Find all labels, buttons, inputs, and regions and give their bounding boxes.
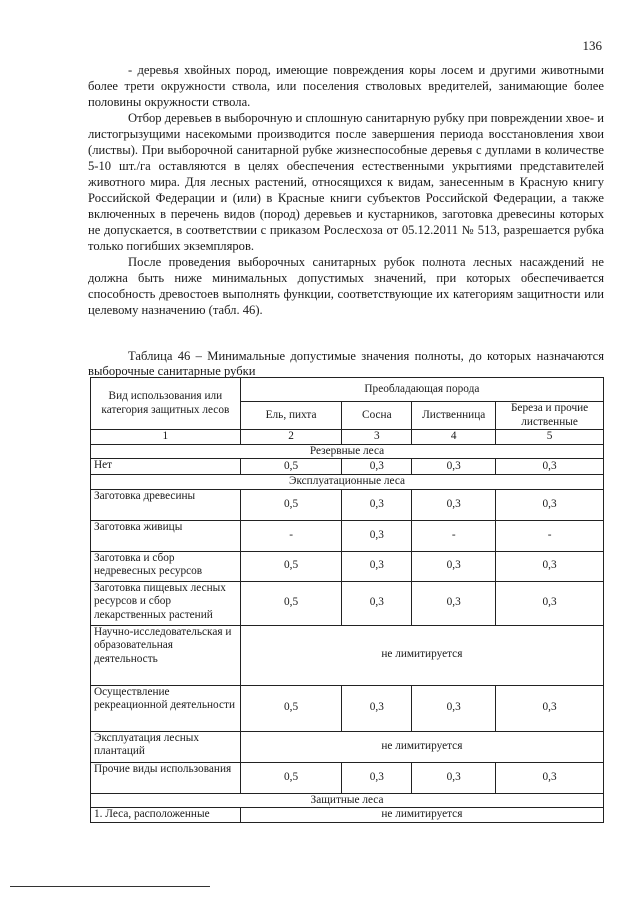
density-table [90,377,604,823]
cell-value: 0,3 [342,459,412,475]
row-name: Заготовка древесины [91,489,241,520]
section-title: Эксплуатационные леса [91,475,604,490]
column-number: 5 [496,430,604,445]
cell-value: 0,3 [342,520,412,551]
cell-value: 0,3 [496,581,604,625]
cell-value: 0,3 [342,489,412,520]
section-title: Защитные леса [91,793,604,808]
row-name: Нет [91,459,241,475]
row-name: Научно-исследовательская и образовательная деятельность [91,625,241,685]
row-name: Заготовка пищевых лесных ресурсов и сбор лекарственных растений [91,581,241,625]
section-row [91,444,604,459]
paragraph: Отбор деревьев в выборочную и сплошную санитарную рубку при повреждении хвое- и листогрызущими насекомыми производится после завершения периода восстановления хвои (листвы). При выборочной санитарной рубке жизнеспособные деревья с дуплами в количестве 5-10 шт./га оставляются в целях обеспечения естественными укрытиями представителей животного мира. Для лесных растений, относящихся к видам, занесенным в Красную книгу Российской Федерации и (или) в Красные книги субъектов Российской Федерации, а также включенных в перечень видов (пород) деревьев и кустарников, заготовка древесины которых не допускается, в соответствии с приказом Рослесхоза от 05.12.2011 № 513, разрешается рубка только погибших экземпляров. [88,111,604,253]
column-number: 4 [412,430,496,445]
cell-value: 0,3 [342,551,412,581]
cell-value: 0,3 [342,762,412,793]
header-species-group: Преобладающая порода [240,378,603,402]
cell-value: 0,5 [240,581,342,625]
table-row [91,685,604,731]
cell-value: 0,3 [412,489,496,520]
header-species: Лиственница [412,402,496,430]
table-caption: Таблица 46 – Минимальные допустимые значения полноты, до которых назначаются выборочные санитарные рубки [88,349,604,378]
cell-value: 0,3 [496,762,604,793]
row-name: 1. Леса, расположенные [91,808,241,823]
cell-value: - [412,520,496,551]
cell-value: 0,3 [496,685,604,731]
cell-value: 0,3 [412,581,496,625]
cell-merged: не лимитируется [240,731,603,762]
cell-value: 0,5 [240,685,342,731]
cell-value: 0,3 [412,685,496,731]
table-row [91,581,604,625]
cell-merged: не лимитируется [240,625,603,685]
row-name: Заготовка живицы [91,520,241,551]
table-row [91,459,604,475]
section-row [91,793,604,808]
cell-value: 0,5 [240,551,342,581]
table-row [91,762,604,793]
column-number: 1 [91,430,241,445]
column-numbers-row [91,430,604,445]
table-row [91,520,604,551]
cell-value: 0,5 [240,762,342,793]
cell-value: 0,3 [496,489,604,520]
row-name: Прочие виды использования [91,762,241,793]
cell-value: - [240,520,342,551]
section-row [91,475,604,490]
table-header-row [91,378,604,402]
paragraph: После проведения выборочных санитарных рубок полнота лесных насаждений не должна быть ниже минимальных допустимых значений, при которых обеспечивается способность древостоев выполнять функции, соответствующие их категориям защитности или целевому назначению (табл. 46). [88,255,604,317]
cell-value: 0,3 [412,459,496,475]
table-row [91,731,604,762]
column-number: 2 [240,430,342,445]
table-row [91,551,604,581]
body-text [88,62,604,318]
footnote-divider [10,886,210,887]
table-row [91,625,604,685]
row-name: Осуществление рекреационной деятельности [91,685,241,731]
cell-value: 0,3 [342,581,412,625]
cell-value: 0,5 [240,489,342,520]
cell-value: 0,3 [496,459,604,475]
cell-value: 0,5 [240,459,342,475]
table-row [91,489,604,520]
section-title: Резервные леса [91,444,604,459]
row-name: Эксплуатация лесных плантаций [91,731,241,762]
cell-value: 0,3 [496,551,604,581]
row-name: Заготовка и сбор недревесных ресурсов [91,551,241,581]
header-species: Ель, пихта [240,402,342,430]
column-number: 3 [342,430,412,445]
cell-value: 0,3 [342,685,412,731]
cell-value: 0,3 [412,551,496,581]
table-row [91,808,604,823]
cell-merged: не лимитируется [240,808,603,823]
header-species: Береза и прочие лиственные [496,402,604,430]
cell-value: 0,3 [412,762,496,793]
header-category: Вид использования или категория защитных лесов [91,378,241,430]
cell-value: - [496,520,604,551]
paragraph: - деревья хвойных пород, имеющие повреждения коры лосем и другими животными более трети окружности ствола, или поселения стволовых вредителей, занимающие более половины окружности ствола. [88,63,604,109]
page-number: 136 [582,38,602,53]
header-species: Сосна [342,402,412,430]
